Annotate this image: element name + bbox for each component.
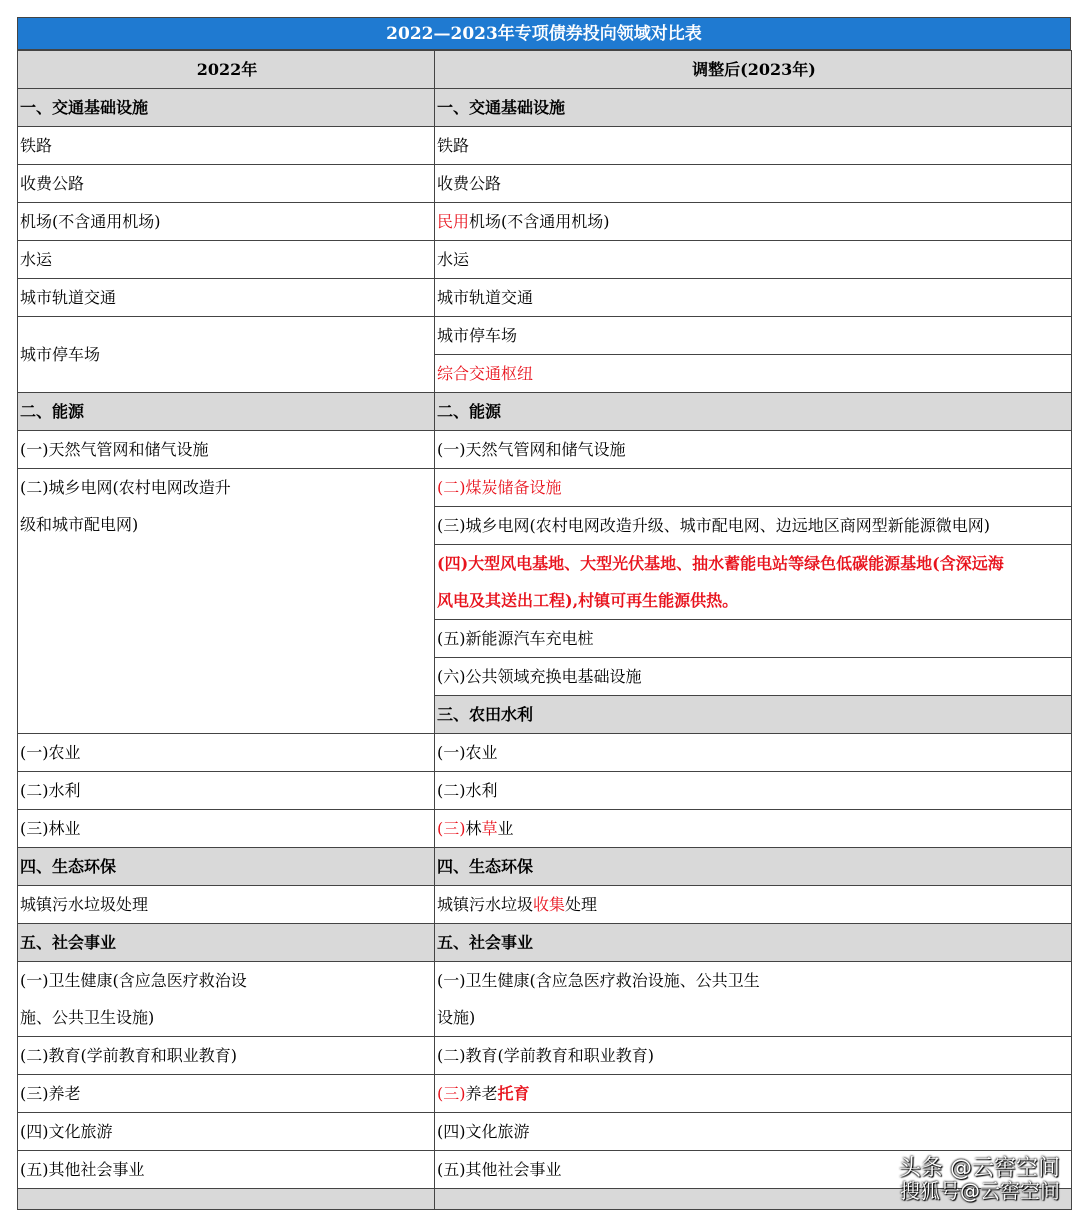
table-row xyxy=(18,431,1072,469)
highlight-text: 草 xyxy=(481,819,498,838)
highlight-text: (三) xyxy=(437,1084,466,1103)
highlight-text: (三) xyxy=(437,819,466,838)
cell-left: (三)林业 xyxy=(18,810,435,848)
cell-right: 水运 xyxy=(435,241,1072,279)
watermark xyxy=(899,1158,1060,1202)
cell-left xyxy=(18,962,435,1037)
header-2023: 调整后(2023年) xyxy=(435,51,1072,89)
section-title-right: 一、交通基础设施 xyxy=(435,89,1072,127)
cell-left: 机场(不含通用机场) xyxy=(18,203,435,241)
section-title-left: 五、社会事业 xyxy=(18,924,435,962)
header-2022: 2022年 xyxy=(18,51,435,89)
cell-left: 铁路 xyxy=(18,127,435,165)
cell-text: 业 xyxy=(497,819,514,838)
cell-text: (四)大型风电基地、大型光伏基地、抽水蓄能电站等绿色低碳能源基地(含深远海 xyxy=(437,554,1004,573)
section-row xyxy=(18,89,1072,127)
cell-text: (一)卫生健康(含应急医疗救治设 xyxy=(20,971,247,990)
cell-text: 风电及其送出工程),村镇可再生能源供热。 xyxy=(437,591,739,610)
table-row xyxy=(18,772,1072,810)
cell-left: 城市轨道交通 xyxy=(18,279,435,317)
section-row xyxy=(18,924,1072,962)
cell-right-new: (二)煤炭储备设施 xyxy=(435,469,1072,507)
header-row xyxy=(18,51,1072,89)
table-row xyxy=(18,165,1072,203)
cell-right xyxy=(435,1075,1072,1113)
cell-right-new: 综合交通枢纽 xyxy=(435,355,1072,393)
cell-text: 城镇污水垃圾 xyxy=(437,895,534,914)
table-row xyxy=(18,241,1072,279)
section-row xyxy=(18,393,1072,431)
watermark-line2: 搜狐号@云窖空间 xyxy=(900,1179,1060,1203)
table-row xyxy=(18,1037,1072,1075)
cell-text: 机场(不含通用机场) xyxy=(469,212,610,231)
table-row xyxy=(18,886,1072,924)
table-row xyxy=(18,279,1072,317)
cell-left: 城镇污水垃圾处理 xyxy=(18,886,435,924)
cell-text: (一)卫生健康(含应急医疗救治设施、公共卫生 xyxy=(437,971,760,990)
cell-right: (一)天然气管网和储气设施 xyxy=(435,431,1072,469)
table-row xyxy=(18,317,1072,355)
cell-text: (二)城乡电网(农村电网改造升 xyxy=(20,478,231,497)
watermark-line1: 头条 @云窖空间 xyxy=(899,1156,1060,1181)
cell-right xyxy=(435,886,1072,924)
cell-left: (五)其他社会事业 xyxy=(18,1151,435,1189)
cell-text: 设施) xyxy=(437,1008,476,1027)
cell-left: (三)养老 xyxy=(18,1075,435,1113)
cell-left: 收费公路 xyxy=(18,165,435,203)
cell-right: (四)文化旅游 xyxy=(435,1113,1072,1151)
cell-right: (三)城乡电网(农村电网改造升级、城市配电网、边远地区商网型新能源微电网) xyxy=(435,507,1072,545)
table-row xyxy=(18,734,1072,772)
comparison-table xyxy=(17,50,1072,1210)
cell-right: (五)新能源汽车充电桩 xyxy=(435,620,1072,658)
cell-text: 林 xyxy=(465,819,482,838)
cell-right: (一)农业 xyxy=(435,734,1072,772)
table-row xyxy=(18,810,1072,848)
highlight-text: 收集 xyxy=(533,895,566,914)
cell-text: 级和城市配电网) xyxy=(20,515,139,534)
comparison-sheet xyxy=(17,17,1071,1210)
table-row xyxy=(18,1113,1072,1151)
cell-text: 施、公共卫生设施) xyxy=(20,1008,155,1027)
cell-right xyxy=(435,962,1072,1037)
table-row xyxy=(18,127,1072,165)
cell-right xyxy=(435,203,1072,241)
cell-text: 养老 xyxy=(465,1084,498,1103)
cell-left: 水运 xyxy=(18,241,435,279)
cell-right: 收费公路 xyxy=(435,165,1072,203)
section-row xyxy=(18,848,1072,886)
section-title-right: 二、能源 xyxy=(435,393,1072,431)
cell-right: (六)公共领域充换电基础设施 xyxy=(435,658,1072,696)
table-row xyxy=(18,469,1072,507)
cell-left: (一)天然气管网和储气设施 xyxy=(18,431,435,469)
highlight-text: 民用 xyxy=(437,212,470,231)
cell-right: 城市停车场 xyxy=(435,317,1072,355)
highlight-text: 托育 xyxy=(497,1084,530,1103)
cell-right: 城市轨道交通 xyxy=(435,279,1072,317)
section-title-left: 三、农田水利 xyxy=(435,696,1072,734)
table-row xyxy=(18,203,1072,241)
cell-left: (四)文化旅游 xyxy=(18,1113,435,1151)
cell-left: 城市停车场 xyxy=(18,317,435,393)
cell-left-merged xyxy=(18,469,435,734)
cell-right: (二)水利 xyxy=(435,772,1072,810)
section-title-left: 二、能源 xyxy=(18,393,435,431)
section-title-right: 五、社会事业 xyxy=(435,924,1072,962)
cell-left: (二)水利 xyxy=(18,772,435,810)
cell-right: (二)教育(学前教育和职业教育) xyxy=(435,1037,1072,1075)
table-row xyxy=(18,962,1072,1037)
section-title-left: 四、生态环保 xyxy=(18,848,435,886)
section-title-left: 一、交通基础设施 xyxy=(18,89,435,127)
cell-left: (一)农业 xyxy=(18,734,435,772)
section-title-right: 四、生态环保 xyxy=(435,848,1072,886)
cell-left: (二)教育(学前教育和职业教育) xyxy=(18,1037,435,1075)
cell-right: 铁路 xyxy=(435,127,1072,165)
cell-right: (五)其他社会事业 xyxy=(435,1151,1072,1189)
cell-right-new xyxy=(435,545,1072,620)
cell-right xyxy=(435,810,1072,848)
table-title: 2022—2023年专项债券投向领域对比表 xyxy=(17,17,1071,50)
table-row xyxy=(18,1075,1072,1113)
cell-text: 处理 xyxy=(565,895,598,914)
section-title-left xyxy=(18,1189,435,1210)
